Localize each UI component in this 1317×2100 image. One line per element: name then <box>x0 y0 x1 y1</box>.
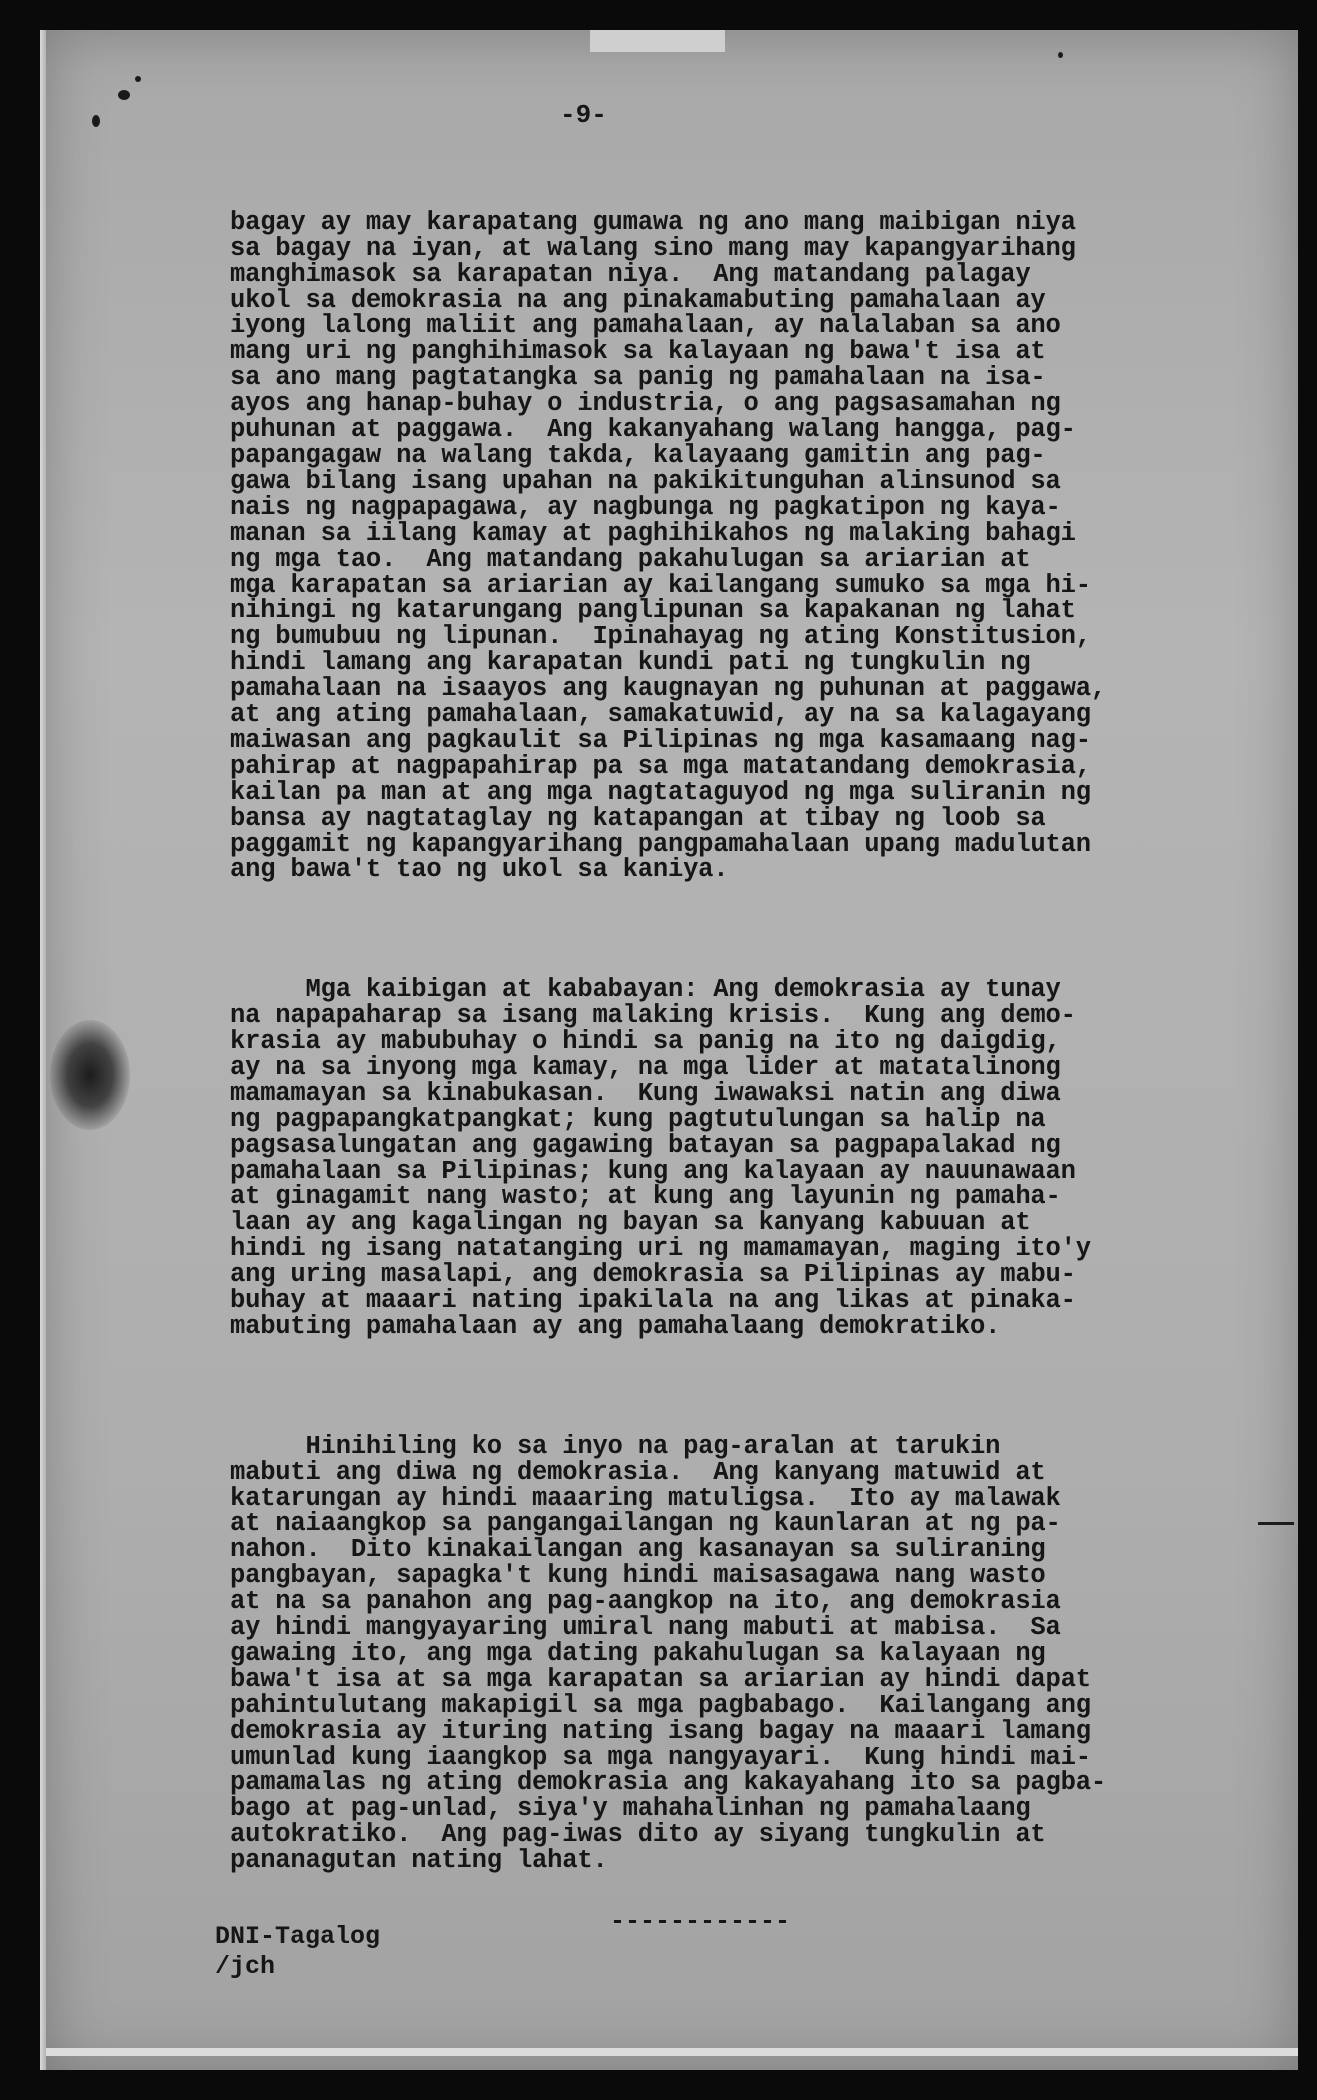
page-number: -9- <box>560 100 607 130</box>
ink-stain <box>50 1020 130 1130</box>
text-line: katarungan ay hindi maaaring matuligsa. Ito ay malawak <box>230 1483 1061 1513</box>
text-line: ang uring masalapi, ang demokrasia sa Pilipinas ay mabu- <box>230 1260 1076 1290</box>
paragraph-2 <box>230 977 1130 1340</box>
ink-speck <box>1058 52 1063 58</box>
ink-speck <box>118 90 130 100</box>
text-line: paggamit ng kapangyarihang pangpamahalaan upang madulutan <box>230 829 1091 859</box>
paragraph-1 <box>230 207 1130 885</box>
text-line: bagay ay may karapatang gumawa ng ano mang maibigan niya <box>230 207 1076 237</box>
text-line: bago at pag-unlad, siya'y mahahalinhan ng pamahalaang <box>230 1794 1031 1824</box>
text-line: manan sa iilang kamay at paghihikahos ng malaking bahagi <box>230 518 1076 548</box>
text-line: at ang ating pamahalaan, samakatuwid, ay na sa kalagayang <box>230 700 1091 730</box>
text-line: nahon. Dito kinakailangan ang kasanayan sa suliraning <box>230 1535 1046 1565</box>
text-line: at na sa panahon ang pag-aangkop na ito, ang demokrasia <box>230 1587 1061 1617</box>
text-line: sa ano mang pagtatangka sa panig ng pamahalaan na isa- <box>230 363 1046 393</box>
paper-tab <box>590 30 725 52</box>
page-bottom-edge <box>46 2048 1298 2056</box>
text-line: papangagaw na walang takda, kalayaang gamitin ang pag- <box>230 440 1046 470</box>
text-line: pahirap at nagpapahirap pa sa mga matatandang demokrasia, <box>230 751 1091 781</box>
closing-rule: ------------ <box>610 1907 791 1936</box>
text-line: mabuting pamahalaan ay ang pamahalaang demokratiko. <box>230 1311 1001 1341</box>
text-line: pangbayan, sapagka't kung hindi maisasagawa nang wasto <box>230 1561 1046 1591</box>
text-line: manghimasok sa karapatan niya. Ang matandang palagay <box>230 259 1031 289</box>
text-line: at ginagamit nang wasto; at kung ang layunin ng pamaha- <box>230 1182 1061 1212</box>
text-line: ay hindi mangyayaring umiral nang mabuti at mabisa. Sa <box>230 1613 1061 1643</box>
text-line: bawa't isa at sa mga karapatan sa ariarian ay hindi dapat <box>230 1664 1091 1694</box>
text-line: pamahalaan sa Pilipinas; kung ang kalayaan ay nauunawaan <box>230 1156 1076 1186</box>
text-line: krasia ay mabubuhay o hindi sa panig na ito ng daigdig, <box>230 1027 1061 1056</box>
text-line: pananagutan nating lahat. <box>230 1846 608 1876</box>
text-line: bansa ay nagtataglay ng katapangan at tibay ng loob sa <box>230 803 1046 833</box>
text-line: autokratiko. Ang pag-iwas dito ay siyang tungkulin at <box>230 1820 1046 1850</box>
text-line: umunlad kung iaangkop sa mga nangyayari. Kung hindi mai- <box>230 1742 1091 1772</box>
text-line: nais ng nagpapagawa, ay nagbunga ng pagkatipon ng kaya- <box>230 492 1061 522</box>
text-line: Mga kaibigan at kababayan: Ang demokrasia ay tunay <box>230 975 1061 1005</box>
text-line: kailan pa man at ang mga nagtataguyod ng mga suliranin ng <box>230 777 1091 807</box>
text-line: at naiaangkop sa pangangailangan ng kaunlaran at ng pa- <box>230 1509 1061 1539</box>
text-line: laan ay ang kagalingan ng bayan sa kanyang kabuuan at <box>230 1208 1031 1238</box>
text-line: buhay at maaari nating ipakilala na ang likas at pinaka- <box>230 1286 1076 1316</box>
text-line: ukol sa demokrasia na ang pinakamabuting pamahalaan ay <box>230 285 1046 315</box>
text-line: ang bawa't tao ng ukol sa kaniya. <box>230 855 729 885</box>
text-line: hindi ng isang natatanging uri ng mamamayan, maging ito'y <box>230 1234 1091 1264</box>
text-line: pahintulutang makapigil sa mga pagbabago. Kailangang ang <box>230 1690 1091 1720</box>
text-line: hindi lamang ang karapatan kundi pati ng tungkulin ng <box>230 648 1031 678</box>
margin-mark <box>1258 1522 1294 1525</box>
text-line: demokrasia ay ituring nating isang bagay na maaari lamang <box>230 1716 1091 1746</box>
text-line: ay na sa inyong mga kamay, na mga lider at matatalinong <box>230 1052 1061 1082</box>
footer-initials: /jch <box>215 1952 276 1981</box>
text-line: mga karapatan sa ariarian ay kailangang sumuko sa mga hi- <box>230 570 1091 600</box>
text-line: Hinihiling ko sa inyo na pag-aralan at tarukin <box>230 1431 1001 1461</box>
text-line: sa bagay na iyan, at walang sino mang may kapangyarihang <box>230 233 1076 263</box>
text-line: maiwasan ang pagkaulit sa Pilipinas ng mga kasamaang nag- <box>230 725 1091 755</box>
text-line: mabuti ang diwa ng demokrasia. Ang kanyang matuwid at <box>230 1457 1046 1487</box>
text-line: pamahalaan na isaayos ang kaugnayan ng puhunan at paggawa, <box>230 674 1106 704</box>
footer-reference: DNI-Tagalog <box>215 1922 381 1951</box>
text-line: ayos ang hanap-buhay o industria, o ang pagsasamahan ng <box>230 389 1061 419</box>
text-line: pagsasalungatan ang gagawing batayan sa pagpapalakad ng <box>230 1130 1061 1160</box>
body-text <box>230 158 1130 1900</box>
paragraph-3 <box>230 1431 1130 1876</box>
text-line: na napapaharap sa isang malaking krisis. Kung ang demo- <box>230 1001 1076 1031</box>
ink-speck <box>92 115 100 127</box>
text-line: pamamalas ng ating demokrasia ang kakayahang ito sa pagba- <box>230 1768 1106 1798</box>
text-line: mamamayan sa kinabukasan. Kung iwawaksi natin ang diwa <box>230 1078 1061 1108</box>
text-line: puhunan at paggawa. Ang kakanyahang walang hangga, pag- <box>230 415 1076 445</box>
text-line: ng mga tao. Ang matandang pakahulugan sa ariarian at <box>230 544 1031 574</box>
text-line: gawaing ito, ang mga dating pakahulugan sa kalayaan ng <box>230 1638 1046 1668</box>
text-line: nihingi ng katarungang panglipunan sa kapakanan ng lahat <box>230 596 1076 626</box>
text-line: iyong lalong maliit ang pamahalaan, ay nalalaban sa ano <box>230 311 1061 341</box>
text-line: ng bumubuu ng lipunan. Ipinahayag ng ating Konstitusion, <box>230 622 1091 652</box>
ink-speck <box>135 76 141 82</box>
text-line: mang uri ng panghihimasok sa kalayaan ng bawa't isa at <box>230 337 1046 367</box>
document-footer <box>215 1922 380 1982</box>
text-line: gawa bilang isang upahan na pakikitunguhan alinsunod sa <box>230 466 1061 496</box>
text-line: ng pagpapangkatpangkat; kung pagtutulungan sa halip na <box>230 1104 1046 1134</box>
